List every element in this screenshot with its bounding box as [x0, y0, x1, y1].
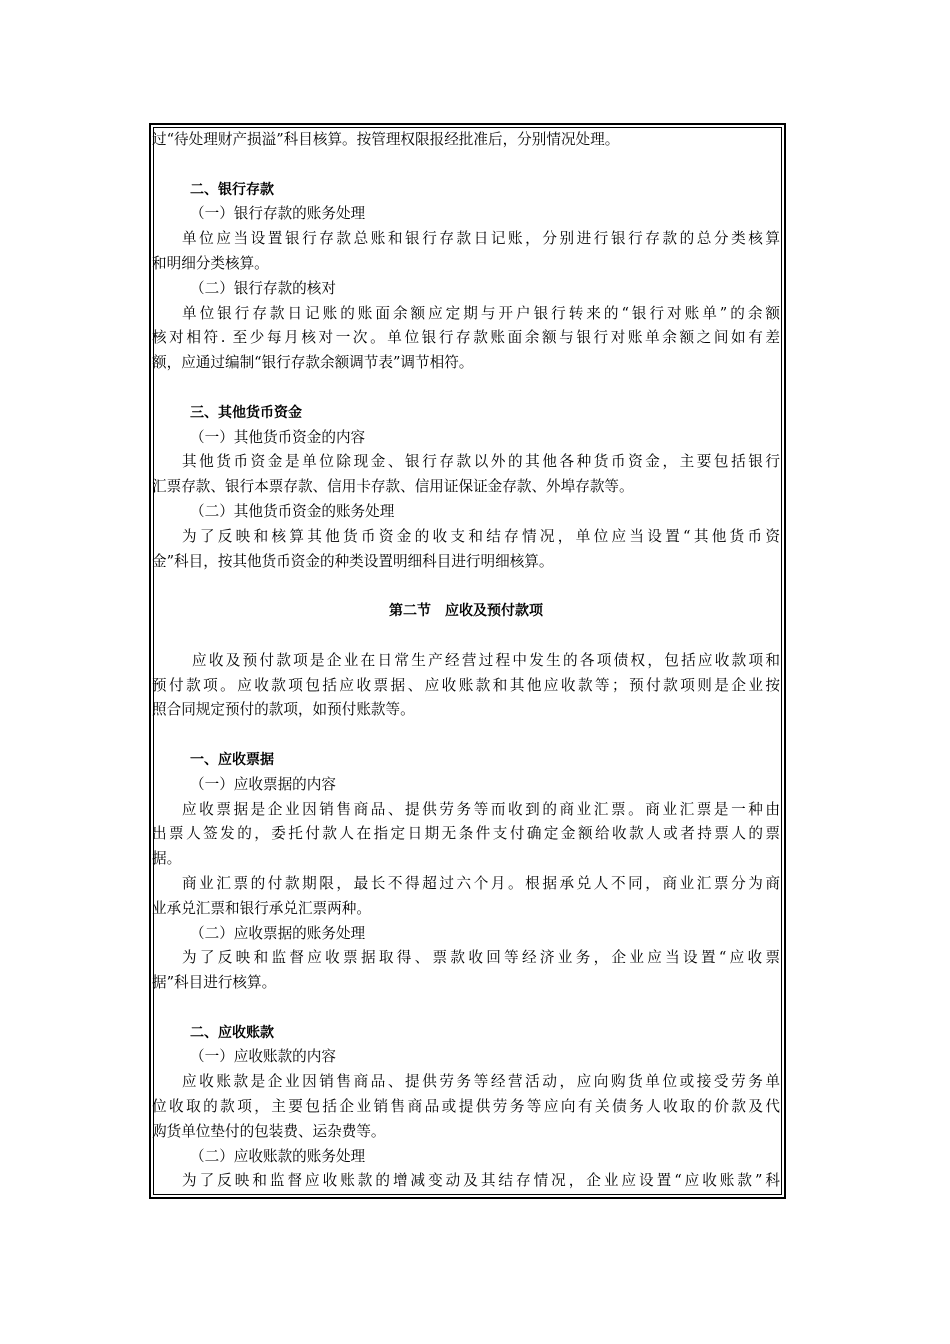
paragraph-line: 金”科目，按其他货币资金的种类设置明细科目进行明细核算。 [152, 552, 554, 570]
section-heading: 二、银行存款 [190, 181, 274, 198]
section-heading: 一、应收票据 [190, 751, 274, 768]
section-heading: 三、其他货币资金 [190, 404, 302, 421]
paragraph-line: 过“待处理财产损溢”科目核算。按管理权限报经批准后，分别情况处理。 [152, 131, 620, 148]
subsection-heading: （一）银行存款的账务处理 [190, 205, 366, 223]
document-body [152, 128, 780, 1194]
subsection-heading: （一）应收账款的内容 [190, 1048, 336, 1066]
paragraph-line: 应收及预付款项是企业在日常生产经营过程中发生的各项债权，包括应收款项和 [192, 651, 780, 669]
subsection-heading: （一）应收票据的内容 [190, 775, 336, 793]
blank-line [152, 376, 780, 401]
paragraph-line: 照合同规定预付的款项，如预付账款等。 [152, 701, 415, 719]
paragraph-line: 单位应当设置银行存款总账和银行存款日记账，分别进行银行存款的总分类核算 [182, 230, 780, 248]
paragraph-line: 额，应通过编制“银行存款余额调节表”调节相符。 [152, 354, 474, 372]
blank-line [152, 574, 780, 599]
paragraph-line: 购货单位垫付的包装费、运杂费等。 [152, 1122, 386, 1140]
subsection-heading: （二）银行存款的核对 [190, 279, 336, 297]
paragraph-line: 出票人签发的，委托付款人在指定日期无条件支付确定金额给收款人或者持票人的票 [152, 825, 780, 843]
paragraph-line: 应收票据是企业因销售商品、提供劳务等而收到的商业汇票。商业汇票是一种由 [182, 800, 780, 818]
paragraph-line: 和明细分类核算。 [152, 254, 269, 272]
section-heading: 二、应收账款 [190, 1024, 274, 1041]
paragraph-line: 核对相符. 至少每月核对一次。单位银行存款账面余额与银行对账单余额之间如有差 [152, 329, 780, 347]
paragraph-line: 应收账款是企业因销售商品、提供劳务等经营活动，应向购货单位或接受劳务单 [182, 1073, 780, 1091]
paragraph-line: 业承兑汇票和银行承兑汇票两种。 [152, 899, 371, 917]
paragraph-line: 单位银行存款日记账的账面余额应定期与开户银行转来的“银行对账单”的余额 [182, 304, 780, 322]
blank-line [152, 153, 780, 178]
paragraph-line: 据。 [152, 850, 182, 868]
paragraph-line: 位收取的款项，主要包括企业销售商品或提供劳务等应向有关债务人收取的价款及代 [152, 1098, 780, 1116]
blank-line [152, 624, 780, 649]
paragraph-line: 为了反映和监督应收账款的增减变动及其结存情况，企业应设置“应收账款”科 [182, 1172, 780, 1190]
paragraph-line: 为了反映和监督应收票据取得、票款收回等经济业务，企业应当设置“应收票 [182, 949, 780, 967]
subsection-heading: （一）其他货币资金的内容 [190, 428, 366, 446]
paragraph-line: 预付款项。应收款项包括应收票据、应收账款和其他应收款等；预付款项则是企业按 [152, 676, 780, 694]
chapter-heading: 第二节 应收及预付款项 [389, 603, 543, 620]
paragraph-line: 为了反映和核算其他货币资金的收支和结存情况，单位应当设置“其他货币资 [182, 527, 780, 545]
subsection-heading: （二）其他货币资金的账务处理 [190, 502, 395, 520]
paragraph-line: 其他货币资金是单位除现金、银行存款以外的其他各种货币资金，主要包括银行 [182, 453, 780, 471]
paragraph-line: 汇票存款、银行本票存款、信用卡存款、信用证保证金存款、外埠存款等。 [152, 478, 634, 496]
blank-line [152, 723, 780, 748]
paragraph-line: 据”科目进行核算。 [152, 974, 277, 992]
blank-line [152, 996, 780, 1021]
paragraph-line: 商业汇票的付款期限，最长不得超过六个月。根据承兑人不同，商业汇票分为商 [182, 874, 780, 892]
subsection-heading: （二）应收票据的账务处理 [190, 924, 366, 942]
subsection-heading: （二）应收账款的账务处理 [190, 1147, 366, 1165]
